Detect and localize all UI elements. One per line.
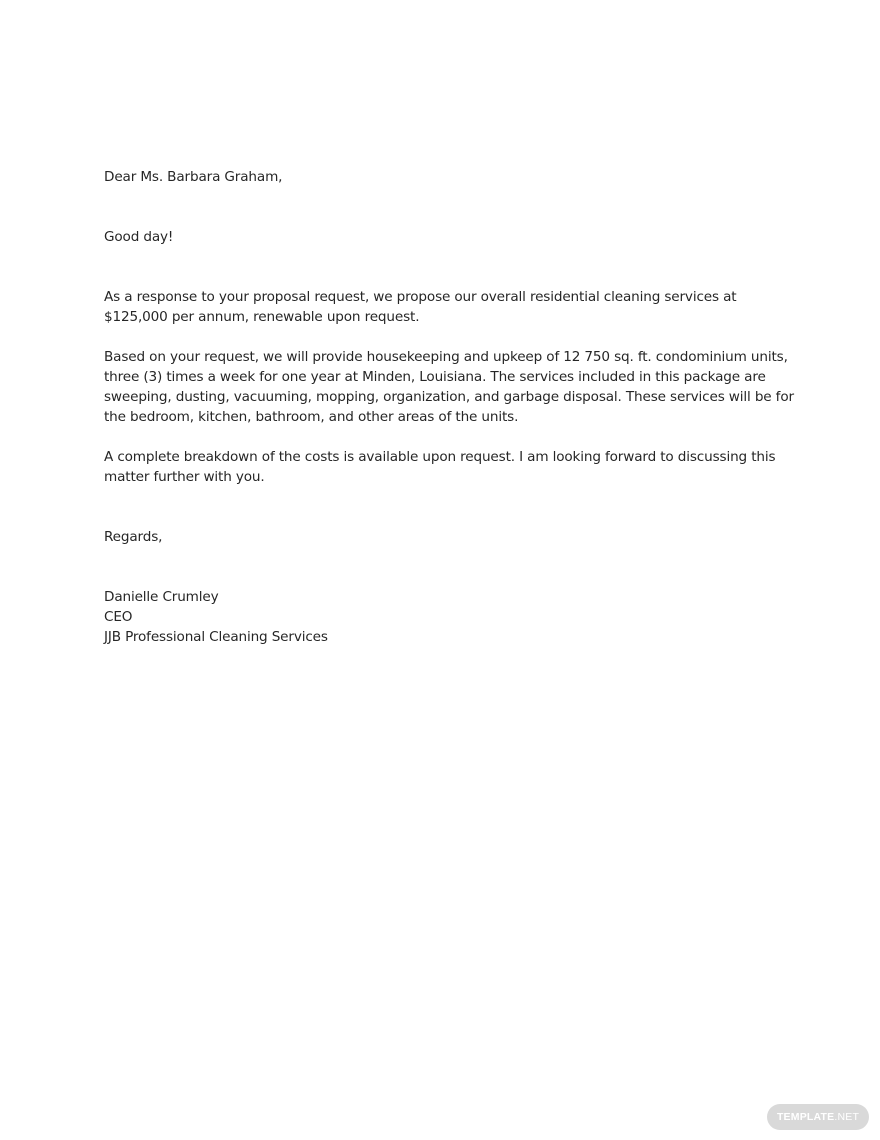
paragraph-services [104,347,804,427]
paragraph-breakdown [104,447,804,487]
recipient-name: Ms. Barbara Graham, [140,169,283,185]
signer-company: JJB Professional Cleaning Services [104,629,328,645]
paragraph-proposal [104,287,804,327]
paragraph-line: matter further with you. [104,469,265,485]
signer-name: Danielle Crumley [104,589,219,605]
paragraph-line: A complete breakdown of the costs is available upon request. I am looking forward to discussing this [104,449,776,465]
closing [104,527,804,547]
watermark-tld: .NET [834,1111,860,1123]
salutation-line [104,167,804,187]
greeting-line: Good day! [104,229,174,245]
template-net-watermark[interactable] [767,1104,869,1130]
paragraph-line: three (3) times a week for one year at Minden, Louisiana. The services included in this package are [104,369,766,385]
signer-title: CEO [104,609,133,625]
salutation [104,167,804,187]
signature-block [104,587,804,647]
salutation-prefix: Dear [104,169,141,185]
watermark-brand: TEMPLATE [776,1111,835,1123]
closing-line: Regards, [104,529,163,545]
paragraph-line: sweeping, dusting, vacuuming, mopping, organization, and garbage disposal. These services will be for [104,389,794,405]
paragraph-line: Based on your request, we will provide housekeeping and upkeep of 12 750 sq. ft. condominium units, [104,349,788,365]
paragraph-line: As a response to your proposal request, we propose our overall residential cleaning services at [104,289,737,305]
paragraph-line: the bedroom, kitchen, bathroom, and other areas of the units. [104,409,519,425]
greeting [104,227,804,247]
paragraph-line: $125,000 per annum, renewable upon request. [104,309,420,325]
